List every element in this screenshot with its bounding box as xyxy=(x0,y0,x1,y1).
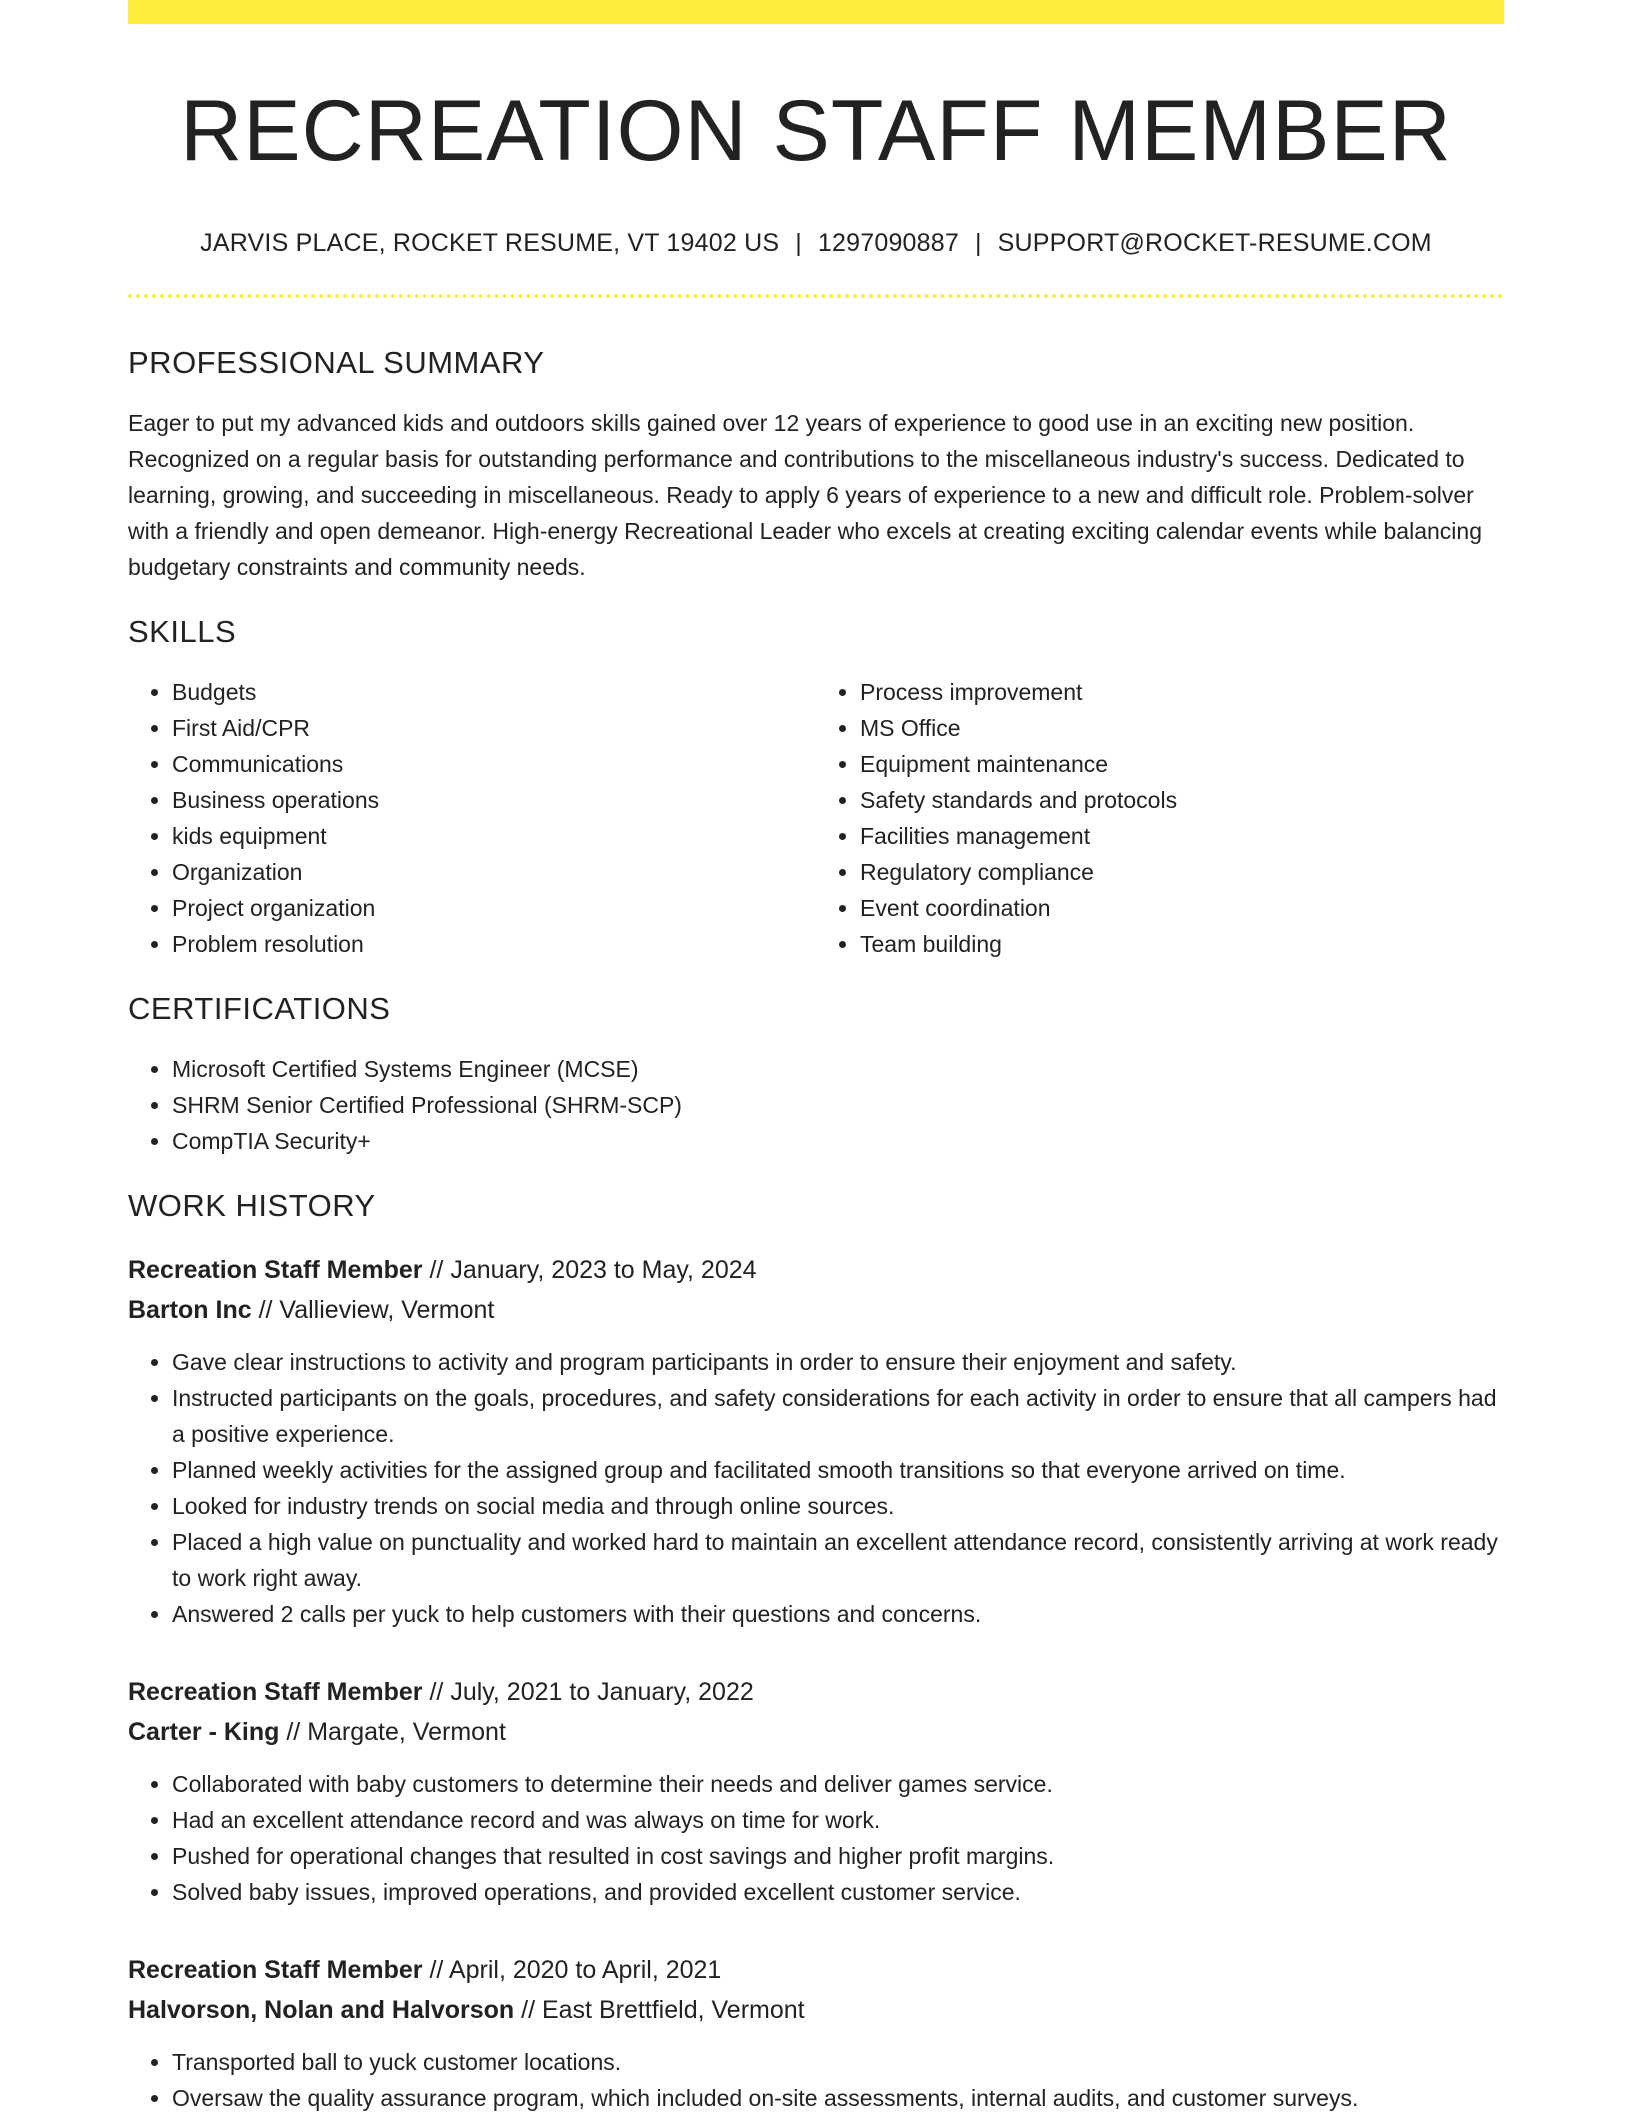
contact-phone: 1297090887 xyxy=(817,228,959,257)
job-company-line xyxy=(128,1990,1504,2030)
skill-item: • Regulatory compliance xyxy=(860,854,1504,890)
skill-item: • Facilities management xyxy=(860,818,1504,854)
summary-heading: PROFESSIONAL SUMMARY xyxy=(128,344,545,380)
job-role: Recreation Staff Member xyxy=(128,1256,423,1285)
skill-item: • Organization xyxy=(172,854,816,890)
skills-grid xyxy=(128,674,1504,962)
job-location: // Vallieview, Vermont xyxy=(251,1296,495,1325)
job-company: Barton Inc xyxy=(128,1296,252,1325)
resume-name: RECREATION STAFF MEMBER xyxy=(180,83,1452,179)
skill-item: • Project organization xyxy=(172,890,816,926)
job-company-line xyxy=(128,1712,1504,1752)
skill-item: • Safety standards and protocols xyxy=(860,782,1504,818)
certification-item: • Microsoft Certified Systems Engineer (MCSE) xyxy=(172,1051,1504,1087)
certification-item: • CompTIA Security+ xyxy=(172,1123,1504,1159)
job-title-line xyxy=(128,1950,1504,1990)
contact-separator: | xyxy=(974,228,982,257)
summary-text: Eager to put my advanced kids and outdoors skills gained over 12 years of experience to good use in an exciting new position. Recognized on a regular basis for outstanding performance and contributions to the miscellaneous industry's success. Dedicated to learning, growing, and succeeding in miscellaneous. Ready to apply 6 years of experience to a new and difficult role. Problem-solver with a friendly and open demeanor. High-energy Recreational Leader who excels at creating exciting calendar events while balancing budgetary constraints and community needs. xyxy=(128,409,1482,580)
skill-item: • Equipment maintenance xyxy=(860,746,1504,782)
job-title-line xyxy=(128,1250,1504,1290)
contact-line xyxy=(128,229,1504,258)
work-history-heading: WORK HISTORY xyxy=(128,1188,376,1224)
job-duty: • Pushed for operational changes that resulted in cost savings and higher profit margins. xyxy=(172,1838,1504,1874)
job-duty: • Gave clear instructions to activity and program participants in order to ensure their enjoyment and safety. xyxy=(172,1344,1504,1380)
job-company: Halvorson, Nolan and Halvorson xyxy=(128,1996,515,2025)
job-role: Recreation Staff Member xyxy=(128,1678,423,1707)
certifications-list xyxy=(128,1051,1504,1159)
job-duty: • Solved baby issues, improved operations, and provided excellent customer service. xyxy=(172,1874,1504,1910)
skills-heading: SKILLS xyxy=(128,613,237,649)
job-entry xyxy=(128,1950,1504,2116)
skill-item: • Problem resolution xyxy=(172,926,816,962)
job-title-line xyxy=(128,1672,1504,1712)
resume-page xyxy=(128,0,1504,2116)
job-duty: • Instructed participants on the goals, procedures, and safety considerations for each activity in order to ensure that all campers had a positive experience. xyxy=(172,1380,1504,1452)
accent-bar xyxy=(128,0,1504,24)
skill-item: • First Aid/CPR xyxy=(172,710,816,746)
skills-list-right xyxy=(816,674,1504,962)
job-location: // East Brettfield, Vermont xyxy=(514,1996,805,2025)
certification-item: • SHRM Senior Certified Professional (SHRM-SCP) xyxy=(172,1087,1504,1123)
job-entry xyxy=(128,1672,1504,1910)
skill-item: • Budgets xyxy=(172,674,816,710)
job-dates: // July, 2021 to January, 2022 xyxy=(422,1678,754,1707)
contact-email: SUPPORT@ROCKET-RESUME.COM xyxy=(997,228,1432,257)
job-duty: • Looked for industry trends on social media and through online sources. xyxy=(172,1488,1504,1524)
skill-item: • MS Office xyxy=(860,710,1504,746)
skill-item: • Event coordination xyxy=(860,890,1504,926)
skill-item: • Business operations xyxy=(172,782,816,818)
job-dates: // April, 2020 to April, 2021 xyxy=(422,1956,722,1985)
job-duty: • Had an excellent attendance record and was always on time for work. xyxy=(172,1802,1504,1838)
job-dates: // January, 2023 to May, 2024 xyxy=(422,1256,757,1285)
skill-item: • kids equipment xyxy=(172,818,816,854)
contact-separator: | xyxy=(795,228,802,257)
job-duty: • Answered 2 calls per yuck to help customers with their questions and concerns. xyxy=(172,1596,1504,1632)
job-company-line xyxy=(128,1290,1504,1330)
job-duty: • Placed a high value on punctuality and worked hard to maintain an excellent attendance record, consistently arriving at work ready to work right away. xyxy=(172,1524,1504,1596)
job-entry xyxy=(128,1250,1504,1632)
job-duty: • Planned weekly activities for the assigned group and facilitated smooth transitions so that everyone arrived on time. xyxy=(172,1452,1504,1488)
job-company: Carter - King xyxy=(128,1718,280,1747)
skill-item: • Team building xyxy=(860,926,1504,962)
job-duty: • Collaborated with baby customers to determine their needs and deliver games service. xyxy=(172,1766,1504,1802)
job-role: Recreation Staff Member xyxy=(128,1956,423,1985)
job-location: // Margate, Vermont xyxy=(279,1718,506,1747)
job-duty: • Oversaw the quality assurance program, which included on-site assessments, internal audits, and customer surveys. xyxy=(172,2080,1504,2116)
job-duties xyxy=(128,1344,1504,1632)
certifications-heading: CERTIFICATIONS xyxy=(128,990,391,1026)
job-duty: • Transported ball to yuck customer locations. xyxy=(172,2044,1504,2080)
dotted-divider xyxy=(128,294,1504,298)
skill-item: • Process improvement xyxy=(860,674,1504,710)
skills-list-left xyxy=(128,674,816,962)
job-duties xyxy=(128,1766,1504,1910)
skill-item: • Communications xyxy=(172,746,816,782)
job-duties xyxy=(128,2044,1504,2116)
contact-address: JARVIS PLACE, ROCKET RESUME, VT 19402 US xyxy=(200,228,780,257)
